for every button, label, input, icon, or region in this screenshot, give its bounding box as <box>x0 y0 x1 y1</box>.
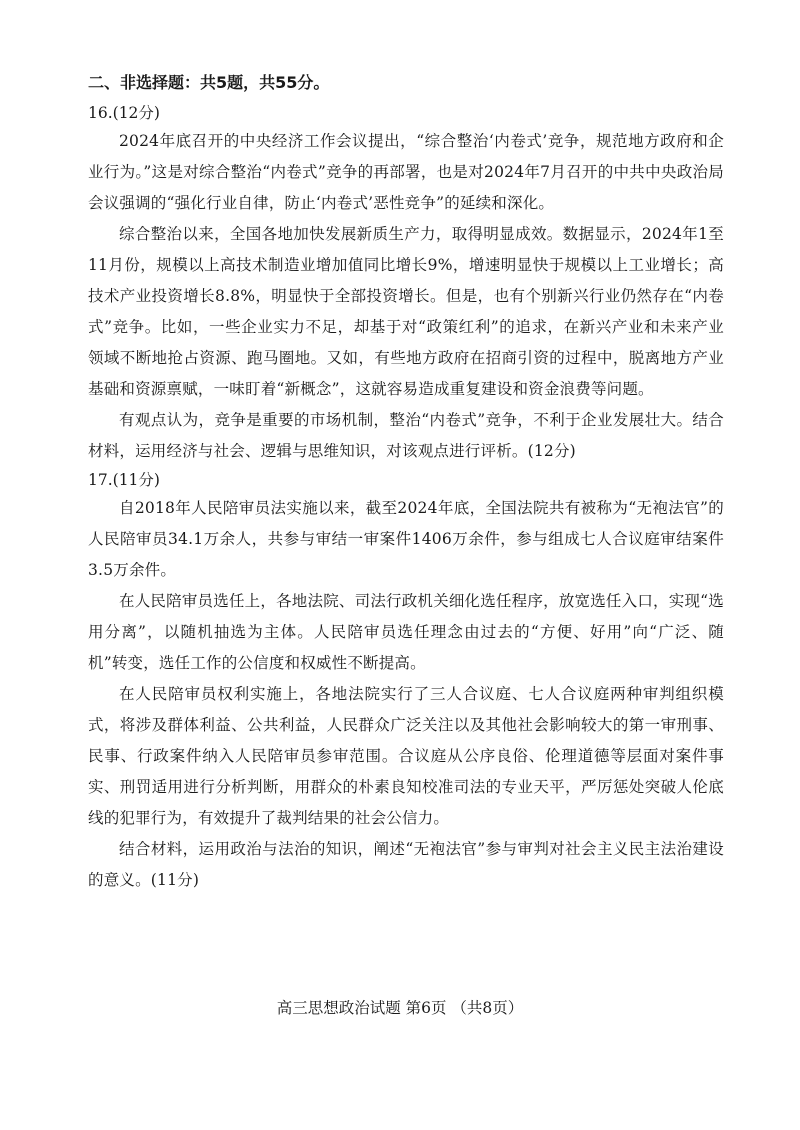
page-footer: 高三思想政治试题 第6页 （共8页） <box>276 999 524 1017</box>
question-16 <box>88 100 724 467</box>
question-16-number: 16.(12分) <box>88 104 160 122</box>
question-17-paragraph: 在人民陪审员权利实施上，各地法院实行了三人合议庭、七人合议庭两种审判组织模式，将涉及群体利益、公共利益，人民群众广泛关注以及其他社会影响较大的第一审刑事、民事、行政案件纳入人民陪审员参审范围。合议庭从公序良俗、伦理道德等层面对案件事实、刑罚适用进行分析判断，用群众的朴素良知校准司法的专业天平，严厉惩处突破人伦底线的犯罪行为，有效提升了裁判结果的社会公信力。 <box>88 685 724 827</box>
question-16-paragraph: 2024年底召开的中央经济工作会议提出，“综合整治‘内卷式’竞争，规范地方政府和企业行为。”这是对综合整治“内卷式”竞争的再部署，也是对2024年7月召开的中共中央政治局会议强调的“强化行业自律，防止‘内卷式’恶性竞争”的延续和深化。 <box>88 132 724 212</box>
question-17 <box>88 467 724 896</box>
section-heading: 二、非选择题：共5题，共55分。 <box>88 73 330 92</box>
question-16-prompt: 有观点认为，竞争是重要的市场机制，整治“内卷式”竞争，不利于企业发展壮大。结合材料，运用经济与社会、逻辑与思维知识，对该观点进行评析。(12分) <box>88 411 724 460</box>
question-17-prompt: 结合材料，运用政治与法治的知识，阐述“无袍法官”参与审判对社会主义民主法治建设的意义。(11分) <box>88 840 724 889</box>
exam-page <box>88 70 724 896</box>
question-17-paragraph: 自2018年人民陪审员法实施以来，截至2024年底，全国法院共有被称为“无袍法官”的人民陪审员34.1万余人，共参与审结一审案件1406万余件，参与组成七人合议庭审结案件3.5万余件。 <box>88 499 724 579</box>
question-17-paragraph: 在人民陪审员选任上，各地法院、司法行政机关细化选任程序，放宽选任入口，实现“选用分离”，以随机抽选为主体。人民陪审员选任理念由过去的“方便、好用”向“广泛、随机”转变，选任工作的公信度和权威性不断提高。 <box>88 592 724 672</box>
question-17-number: 17.(11分) <box>88 471 160 489</box>
question-16-paragraph: 综合整治以来，全国各地加快发展新质生产力，取得明显成效。数据显示，2024年1至11月份，规模以上高技术制造业增加值同比增长9%，增速明显快于规模以上工业增长；高技术产业投资增长8.8%，明显快于全部投资增长。但是，也有个别新兴行业仍然存在“内卷式”竞争。比如，一些企业实力不足，却基于对“政策红利”的追求，在新兴产业和未来产业领域不断地抢占资源、跑马圈地。又如，有些地方政府在招商引资的过程中，脱离地方产业基础和资源禀赋，一味盯着“新概念”，这就容易造成重复建设和资金浪费等问题。 <box>88 225 724 398</box>
